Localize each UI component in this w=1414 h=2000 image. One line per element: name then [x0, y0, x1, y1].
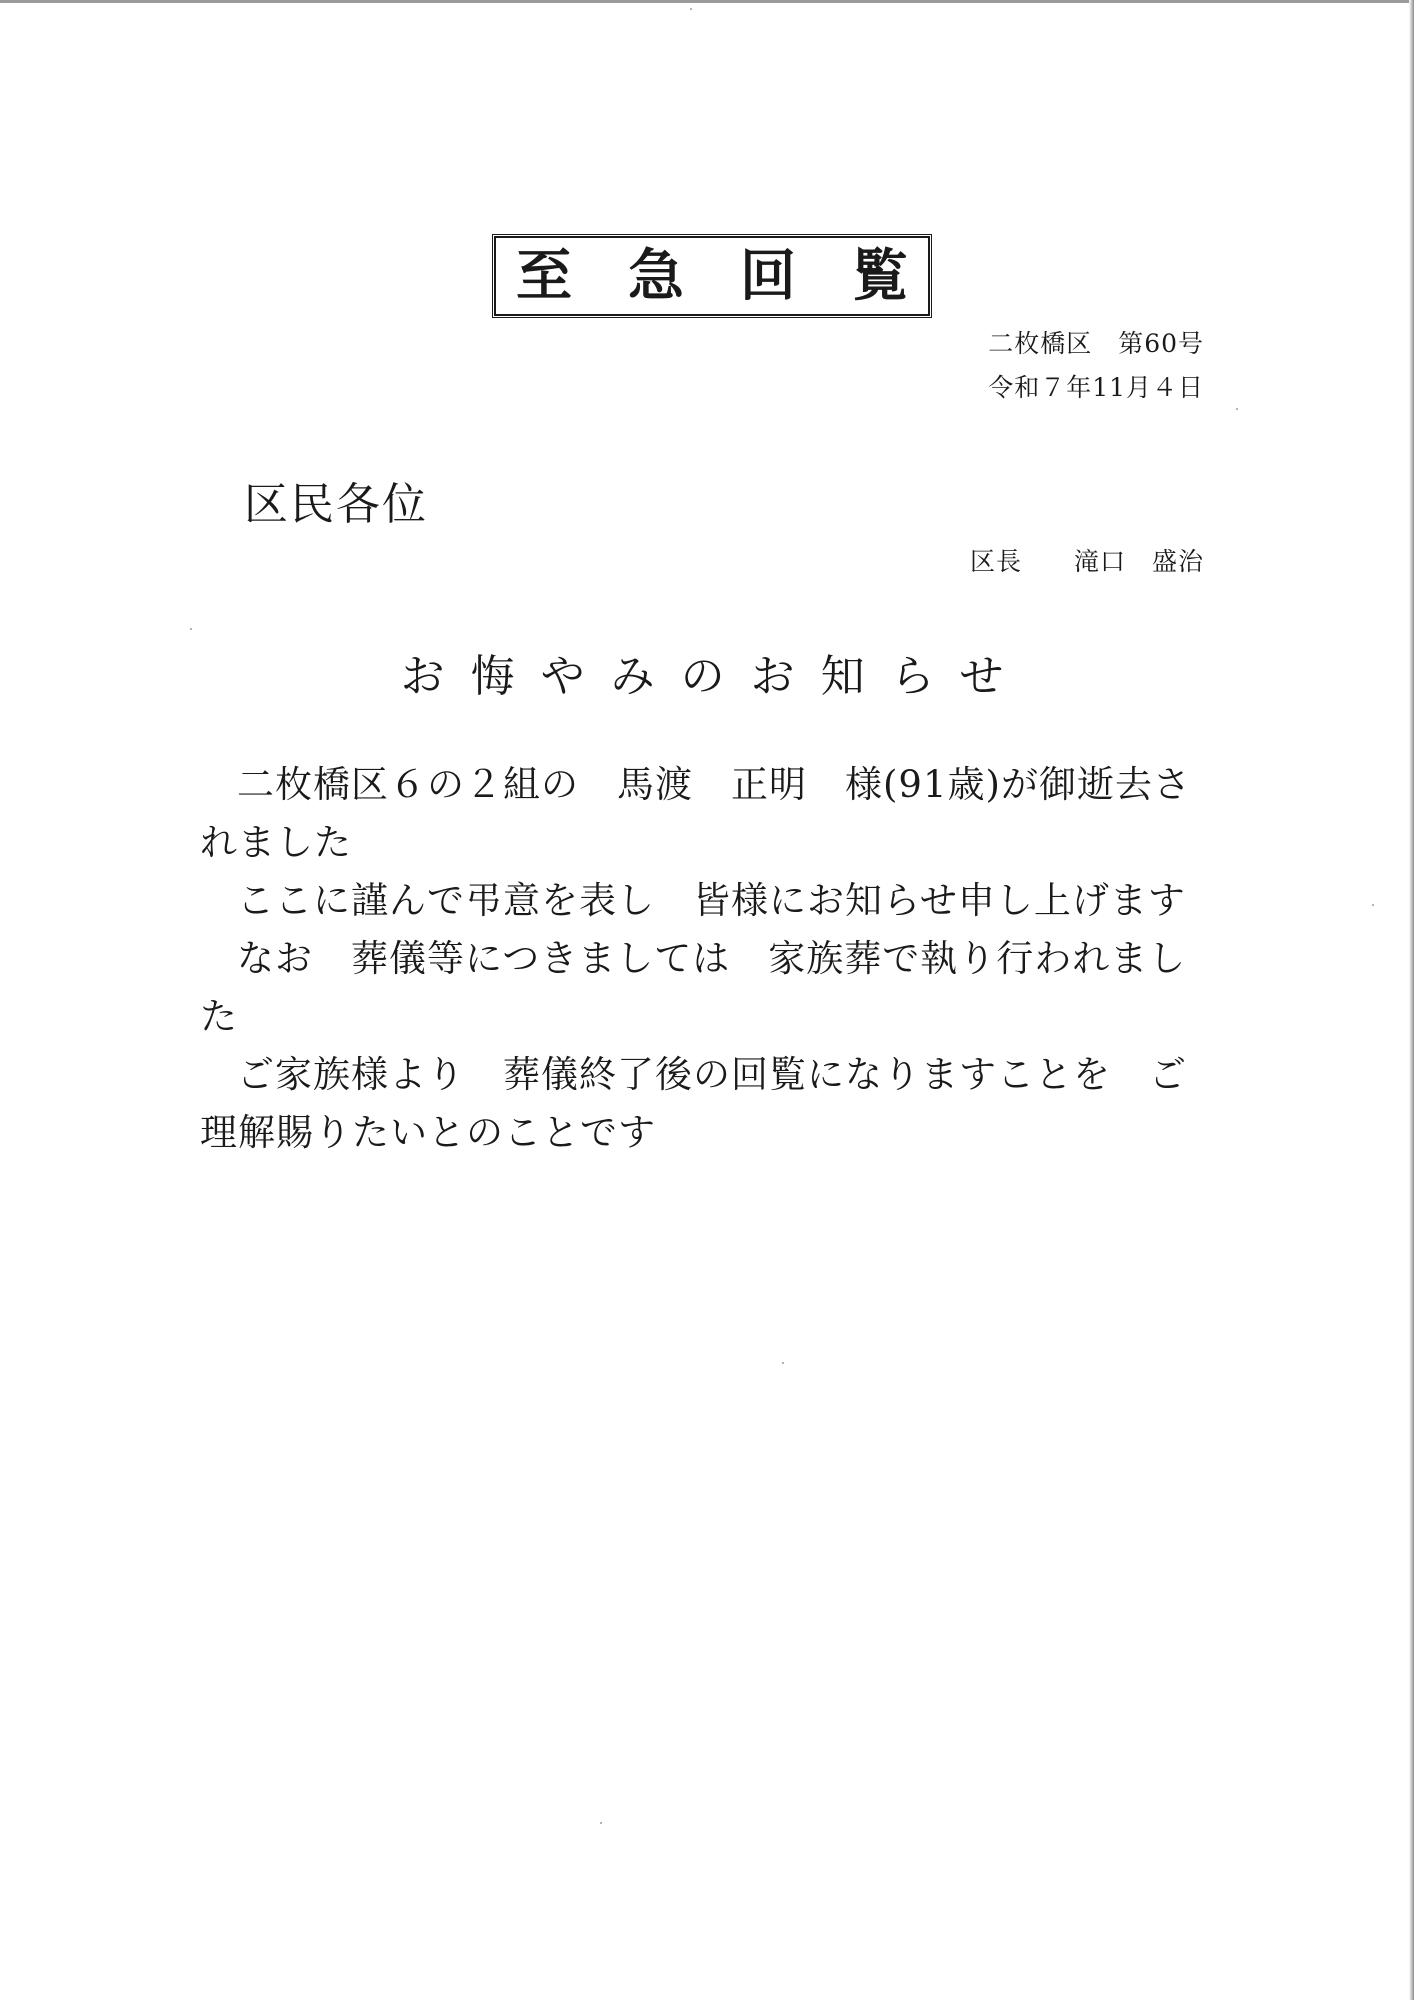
scan-speck — [690, 8, 692, 10]
scan-edge-top — [0, 0, 1414, 3]
addressee: 区民各位 — [244, 479, 428, 530]
issue-date: 令和７年11月４日 — [988, 373, 1204, 402]
reference-block — [988, 322, 1204, 410]
body-paragraph: ここに謹んで弔意を表し 皆様にお知らせ申し上げます — [237, 879, 1186, 922]
reference-number: 二枚橋区 第60号 — [988, 329, 1204, 358]
scan-speck — [190, 628, 192, 630]
body-paragraph: 二枚橋区６の２組の 馬渡 正明 様(91歳)が御逝去されました — [200, 763, 1191, 864]
scan-speck — [1236, 408, 1238, 410]
notice-body — [200, 756, 1200, 1162]
scan-speck — [782, 1362, 784, 1364]
notice-heading: お悔やみのお知らせ — [400, 651, 1030, 702]
scan-edge-right — [1409, 0, 1414, 2000]
body-paragraph: なお 葬儀等につきましては 家族葬で執り行われました — [200, 937, 1187, 1038]
scan-speck — [600, 1822, 602, 1824]
scan-speck — [1372, 904, 1374, 906]
body-paragraph: ご家族様より 葬儀終了後の回覧になりますことを ご理解賜りたいとのことです — [200, 1053, 1187, 1154]
title-box — [494, 236, 964, 316]
document-title: 至急回覧 — [516, 243, 964, 309]
sender: 区長 滝口 盛治 — [969, 547, 1204, 576]
